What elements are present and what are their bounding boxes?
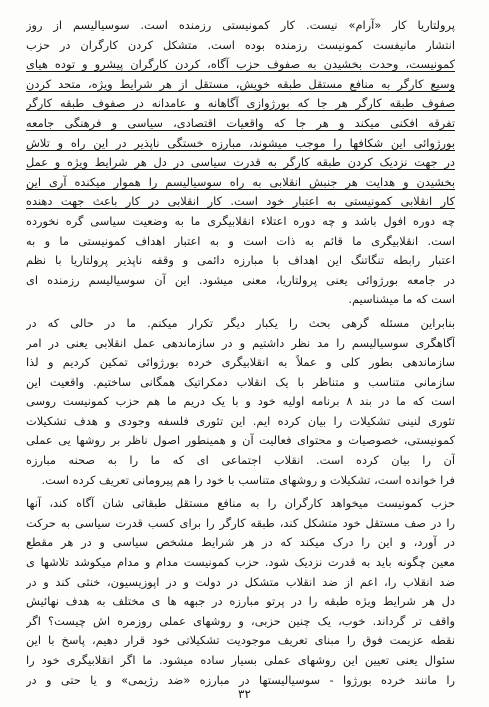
underlined-text-line: کمونیست، وحدت بخشیدن به صفوف حزب آگاه، کردن کارگران پیشرو و توده هیای — [26, 57, 455, 72]
paragraph — [26, 494, 455, 690]
text-line: سازماندهی بطور کلی و عملاً به انقلابیگری خرده بورژوائی تمکین کردیم و لذا — [26, 355, 455, 370]
text-line: انتشار مانیفست کمونیست رزمنده بوده است. متشکل کردن کارگران در حزب — [26, 37, 455, 52]
text-line: نقطه عزیمت فوق را مبنای تعریف موجودیت تشکیلاتی خود قرار دهیم، پاسخ با این — [26, 633, 455, 648]
underlined-text-line: صفوف طبقه کارگر هر جا که بورژوازی آگاهانه و عامدانه در صفوف طبقه کارگر — [26, 96, 455, 111]
text-line: واقف تر گرداند. خوب، یک چنین حزبی، و روشهای عملی روزمره اش چیست؟ اگر — [26, 613, 455, 628]
text-line: بنابراین مسئله گرهی بحث را یکبار دیگر تکرار میکنم. ما در حالی که در — [26, 315, 455, 330]
text-line: در آورد، و این را درک میکند که در هر شرایط مشخص سیاسی و در هر مقطع — [26, 535, 455, 550]
text-line: سئوال یعنی تعیین این روشهای عملی بسیار ساده میشود. ما اگر انقلابیگری خود را — [26, 653, 455, 667]
text-line: را در صف مستقل خود متشکل کند، طبقه کارگر را برای کسب قدرت سیاسی به حرکت — [26, 515, 455, 530]
underlined-text-line: بخشیدن و هدایت هر جنبش انقلابی به راه سوسیالیسم را هموار میکنده آری این — [26, 174, 455, 189]
text-line: در جامعه بورژوائی یعنی پرولتاریا، معنی میشود. این آن سوسیالیسم رزمنده ای — [26, 272, 455, 287]
text-line: اعتبار رابطه تنگاتنگ این اهداف با مبارزه دائمی و وقفه ناپذیر پرولتاریا با نظم — [26, 253, 455, 268]
text-line: کمونیستی، خصوصیات و محتوای فعالیت آن و همینطور اصول ناظر بر روشها یی عملی — [26, 433, 455, 448]
text-line: است. انقلابیگری ما قائم به ذات است و به اعتبار اهداف کمونیستی ما و به — [26, 233, 455, 248]
text-line: فرا خوانده است، تشکیلات و روشهای متناسب با خود را هم پیرومانی تعریف کرده است. — [41, 472, 455, 487]
page-number: ٣٢ — [238, 687, 251, 701]
text-line: پرولتاریا کار «آرام» نیست. کار کمونیستی رزمنده است. سوسیالیسم از روز — [26, 18, 455, 32]
paragraph — [26, 16, 455, 310]
underlined-text-line: در جهت نزدیک کردن طبقه کارگر به قدرت سیاسی در دل هر شرایط ویژه و عمل — [26, 155, 455, 170]
underlined-text-line: بورژوائی این شکافها را موجب میشوند، مبارزه خستگی ناپذیر در این راه و تلاش — [26, 135, 455, 150]
text-line: آن را بیان کرده است. انقلاب اجتماعی ای که ما را به صحنه مبارزه — [26, 453, 455, 468]
text-line: معین چگونه باید به قدرت نزدیک شود. حزب کمونیست مدام و مدام میکوشد تلاشها ی — [26, 555, 455, 570]
text-line: تئوری لنینی تشکیلات را بیان کرده ایم. این تئوری فلسفه وجودی و هدف تشکیلات — [26, 413, 455, 428]
text-line: چه دوره افول باشد و چه دوره اعتلاء انقلابیگری ما به وضعیت سیاسی گره نخورده — [26, 213, 455, 228]
text-line: است که ما در بند ٨ برنامه اولیه خود و با یک دریم ما هم حزب کمونیست روسی — [26, 394, 455, 409]
text-line: سازمانی متناسب و متناظر با یک انقلاب دمکراتیک همگانی ساختیم. واقعیت این — [26, 374, 455, 389]
text-body — [26, 16, 455, 690]
paragraph — [26, 314, 455, 490]
underlined-text-line: کار انقلابی کمونیستی به اعتبار خود است. کار انقلابی در کار باعث جهت دهنده — [26, 194, 455, 209]
text-line: حزب کمونیست میخواهد کارگران را به منافع مستقل طبقاتی شان آگاه کند، آنها — [26, 496, 455, 511]
text-line: ضد انقلاب را، اعم از ضد انقلاب متشکل در دولت و در اپوزیسیون، خنثی کند و در — [26, 574, 455, 589]
underlined-text-line: تفرقه افکنی میکند و هر جا که واقعیات اقتصادی، سیاسی و فرهنگی جامعه — [26, 115, 455, 130]
underlined-text-line: وسیع کارگر به منافع مستقل طبقه خویش، مستقل از هر شرایط ویژه، متحد کردن — [26, 76, 455, 91]
text-line: را مانند خرده بورژوا - سوسیالیستها در مبارزه «ضد رژیمی» و یا حتی و در — [26, 672, 455, 687]
text-line: است که ما میشناسیم. — [348, 292, 455, 307]
text-line: آگاهگری سوسیالیسم را مد نظر داشتیم و در سازماندهی عمل انقلابی یعنی در امر — [26, 335, 455, 350]
text-line: دل هر شرایط ویژه طبقه را در پرتو مبارزه در جبهه ها ی مختلف به هدف نهائیش — [26, 594, 455, 609]
